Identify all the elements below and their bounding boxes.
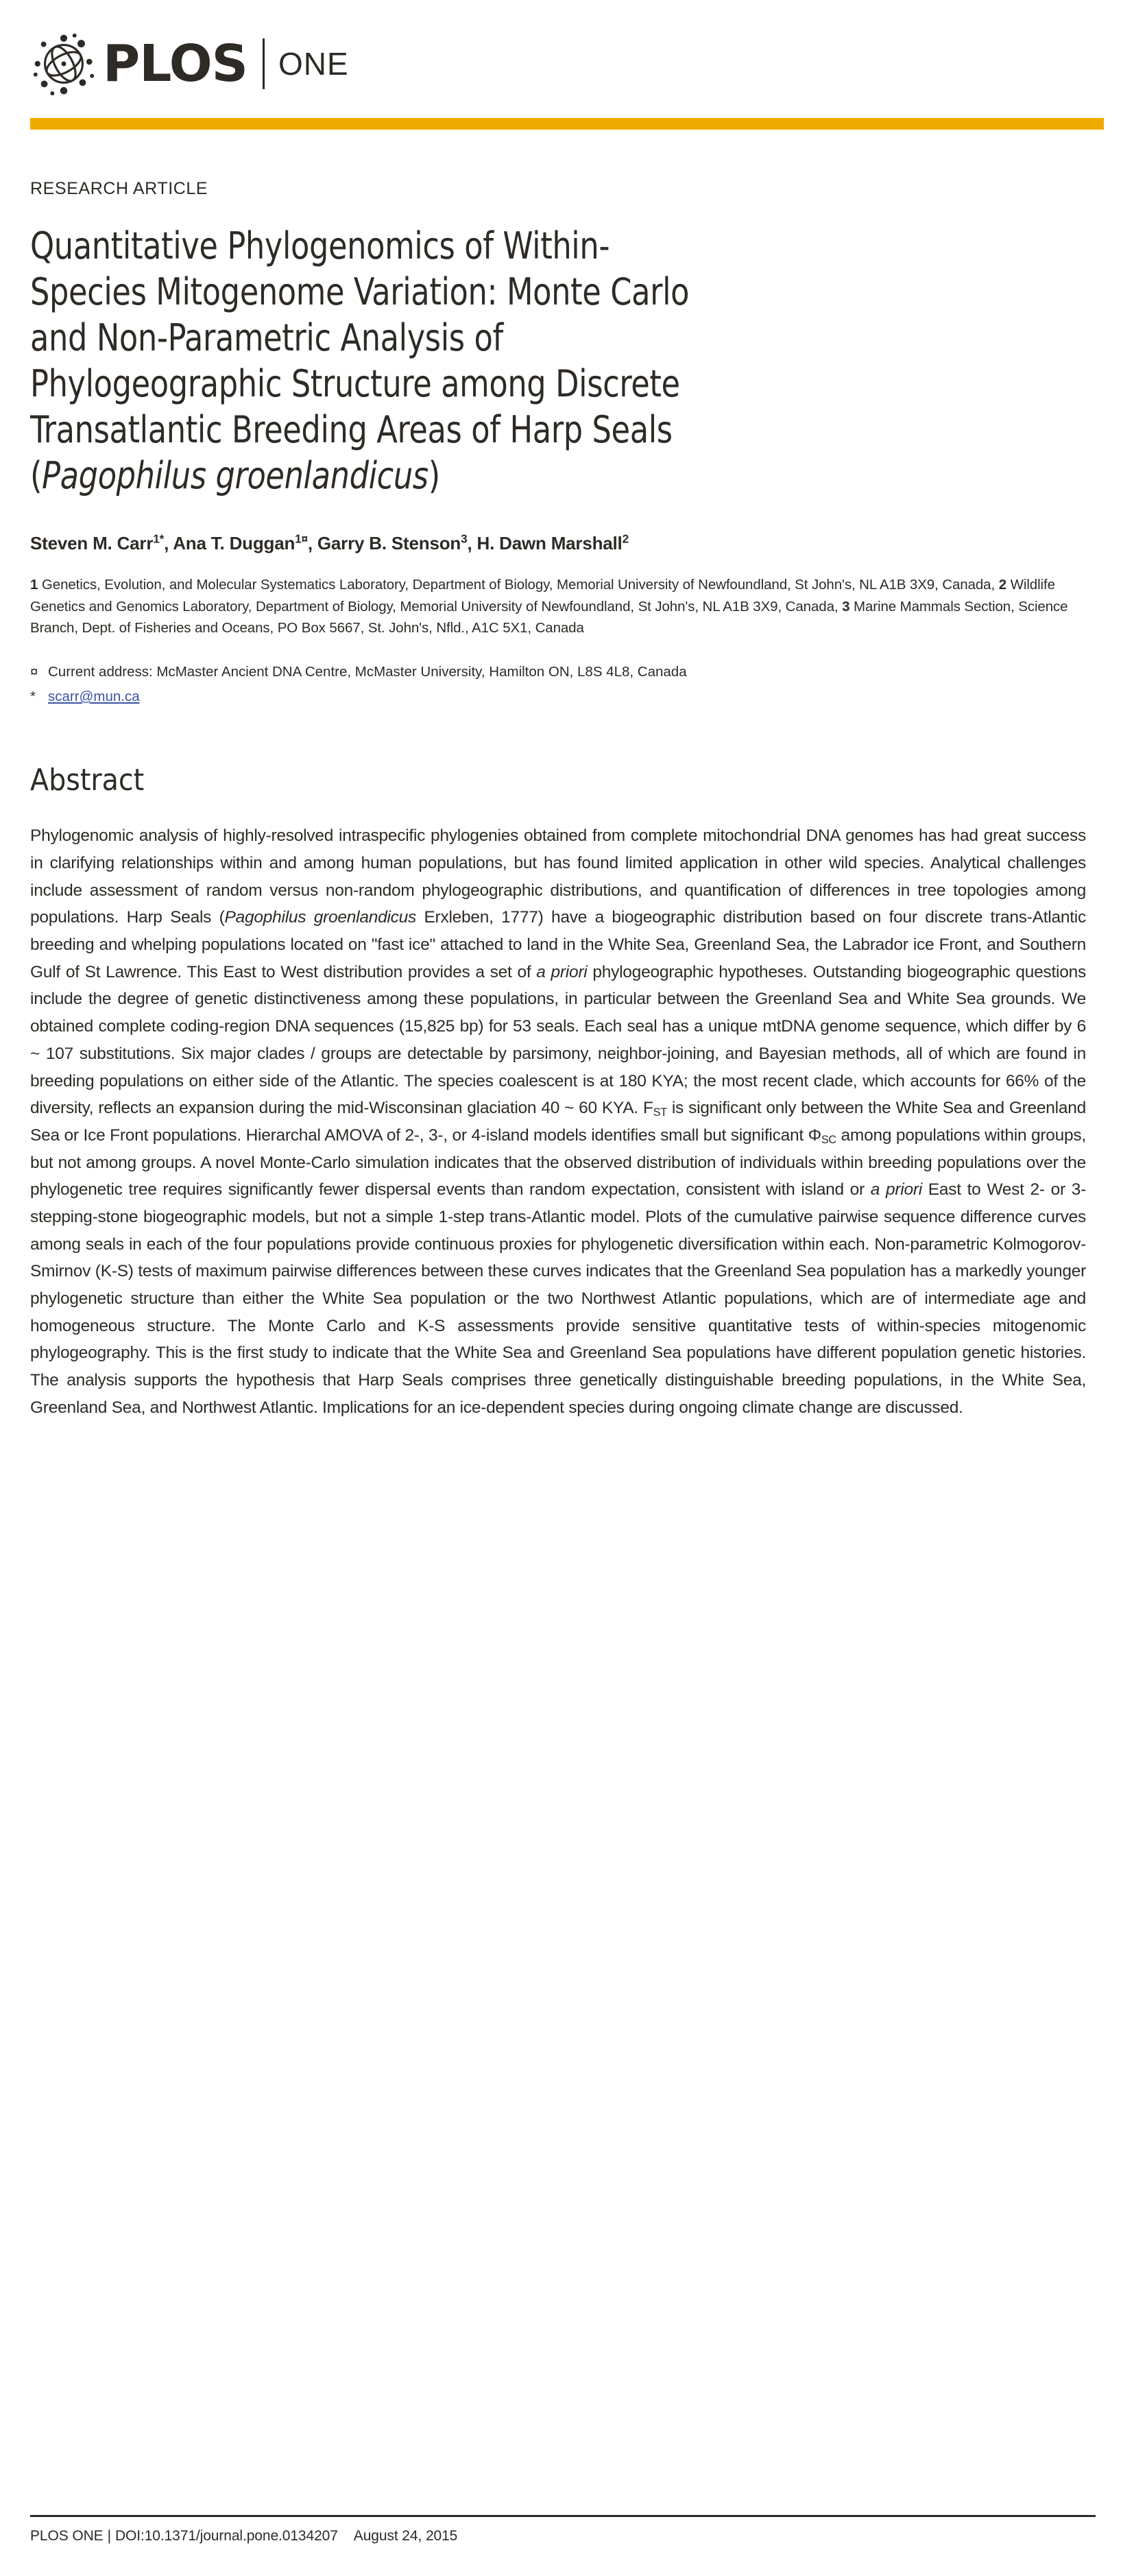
brand-accent-bar — [30, 118, 1104, 130]
page-title — [30, 224, 964, 499]
affiliation-3-text: Marine Mammals Section, Science Branch, Dept. of Fisheries and Oceans, PO Box 5667, St. John's, Nfld., A1C 5X1, Canada — [30, 598, 1068, 636]
current-address-note — [30, 660, 1096, 684]
author-4-affil-sup: 2 — [622, 532, 629, 546]
phisc-subscript: SC — [821, 1133, 836, 1146]
author-notes — [30, 660, 1096, 709]
latin-phrase-italic: a priori — [870, 1180, 922, 1200]
title-species-name: Pagophilus groenlandicus — [42, 453, 429, 497]
author-byline — [30, 531, 1096, 556]
title-line-4: Phylogeographic Structure among Discrete — [30, 361, 680, 405]
author-2-affil-sup: 1 — [295, 532, 302, 546]
author-3-affil-sup: 3 — [461, 532, 468, 546]
journal-name: ONE — [278, 46, 349, 82]
footer-separator: | — [107, 2528, 111, 2544]
affiliation-2-number: 2 — [998, 576, 1007, 593]
footer-citation — [30, 2528, 1096, 2544]
author-2-marks: ¤ — [301, 532, 308, 546]
title-species-suffix: ) — [428, 453, 440, 497]
author-4[interactable] — [477, 533, 629, 553]
affiliation-1-number: 1 — [30, 576, 38, 593]
author-sep-3: , — [467, 533, 477, 554]
author-2-name: Ana T. Duggan — [173, 533, 295, 554]
page-footer — [30, 2515, 1096, 2544]
abstract-heading: Abstract — [30, 762, 145, 798]
affiliation-list — [30, 574, 1072, 639]
fst-subscript: ST — [653, 1106, 667, 1119]
plos-wordmark: PLOS — [103, 34, 248, 93]
footer-doi: DOI:10.1371/journal.pone.0134207 — [114, 2528, 338, 2544]
title-line-1: Quantitative Phylogenomics of Within- — [30, 224, 610, 267]
affiliation-3-number: 3 — [842, 598, 850, 615]
plos-orbital-logo-icon — [30, 30, 97, 97]
author-1-affil-sup: 1 — [153, 532, 160, 546]
title-line-3: and Non-Parametric Analysis of — [30, 315, 503, 359]
corresponding-marker: * — [30, 688, 36, 704]
corresponding-author-note — [30, 684, 1096, 709]
author-1-marks: * — [159, 532, 165, 546]
current-address-marker: ¤ — [30, 664, 38, 680]
species-name-italic: Pagophilus groenlandicus — [224, 908, 417, 927]
footer-date: August 24, 2015 — [353, 2528, 458, 2544]
author-2[interactable] — [173, 533, 308, 553]
author-sep-2: , — [307, 533, 317, 554]
abstract-text — [30, 822, 1086, 1421]
corresponding-email-link[interactable]: scarr@mun.ca — [48, 688, 140, 704]
abstract-paragraph-1: Phylogenomic analysis of highly-resolved intraspecific phylogenies obtained from complete mitochondrial DNA genomes has had great success in clarifying relationships within and among human populations, but has found limited application in other wild species. Analytical challenges include assessment of random versus non-random phylogeographic distributions, and quantification of differences in tree topologies among populations. Harp Seals (Pagophilus groenlandicus Erxleben, 1777) have a biogeographic distribution based on four discrete trans-Atlantic breeding and whelping populations located on "fast ice" attached to land in the White Sea, Greenland Sea, the Labrador ice Front, and Southern Gulf of St Lawrence. This East to West distribution provides a set of a priori phylogeographic hypotheses. Outstanding biogeographic questions include the degree of genetic distinctiveness among these populations, in particular between the Greenland Sea and White Sea grounds. We obtained complete coding-region DNA sequences (15,825 bp) for 53 seals. Each seal has a unique mtDNA genome sequence, which differ by 6 ~ 107 substitutions. Six major clades / groups are detectable by parsimony, neighbor-joining, and Bayesian methods, all of which are found in breeding populations on either side of the Atlantic. The species coalescent is at 180 KYA; the most recent clade, which accounts for 66% of the diversity, reflects an expansion during the mid-Wisconsinan glaciation 40 ~ 60 KYA. $F_{ST}$ is significant only between the White Sea and Greenland Sea or Ice Front populations. Hierarchal AMOVA of 2-, 3-, or 4-island models identifies small but significant $\Phi_{SC}$ among populations within groups, but not among groups. A novel Monte-Carlo simulation indicates that the observed distribution of individuals within breeding populations over the phylogenetic tree requires significantly fewer dispersal events than random expectation, consistent with island or a priori East to West 2- or 3-stepping-stone biogeographic models, but not a simple 1-step trans-Atlantic model. Plots of the cumulative pairwise sequence difference curves among seals in each of the four populations provide continuous proxies for phylogenetic diversification within each. Non-parametric Kolmogorov-Smirnov (K-S) tests of maximum pairwise differences between these curves indicates that the Greenland Sea population has a markedly younger phylogenetic structure than either the White Sea population or the two Northwest Atlantic populations, which are of intermediate age and homogeneous structure. The Monte Carlo and K-S assessments provide sensitive quantitative tests of within-species mitogenomic phylogeography. This is the first study to indicate that the White Sea and Greenland Sea populations have different population genetic histories. The analysis supports the hypothesis that Harp Seals comprises three genetically distinguishable breeding populations, in the White Sea, Greenland Sea, and Northwest Atlantic. Implications for an ice-dependent species during ongoing climate change are discussed. — [30, 826, 1087, 1417]
author-3-name: Garry B. Stenson — [317, 533, 461, 554]
author-1[interactable] — [30, 533, 164, 553]
footer-journal: PLOS ONE — [30, 2528, 104, 2544]
author-3[interactable] — [317, 533, 468, 553]
masthead-divider — [263, 38, 265, 89]
latin-phrase-italic: a priori — [536, 962, 588, 981]
author-1-name: Steven M. Carr — [30, 533, 154, 554]
title-line-5: Transatlantic Breeding Areas of Harp Seals — [30, 407, 673, 451]
current-address-text: Current address: McMaster Ancient DNA Centre, McMaster University, Hamilton ON, L8S 4L8, Canada — [48, 664, 687, 680]
author-4-name: H. Dawn Marshall — [476, 533, 623, 554]
footer-divider — [30, 2515, 1096, 2517]
author-sep-1: , — [164, 533, 173, 554]
affiliation-1-text: Genetics, Evolution, and Molecular Systematics Laboratory, Department of Biology, Memorial University of Newfoundland, St John's, NL A1B 3X9, Canada, — [41, 576, 996, 593]
masthead — [0, 0, 1134, 97]
title-species-prefix: ( — [30, 453, 43, 497]
affiliation-2-text: Wildlife Genetics and Genomics Laboratory, Department of Biology, Memorial University of Newfoundland, St John's, NL A1B 3X9, Canada, — [30, 576, 1055, 615]
article-content — [0, 179, 1134, 1421]
title-line-2: Species Mitogenome Variation: Monte Carlo — [30, 270, 690, 313]
article-type-label: RESEARCH ARTICLE — [30, 179, 208, 198]
